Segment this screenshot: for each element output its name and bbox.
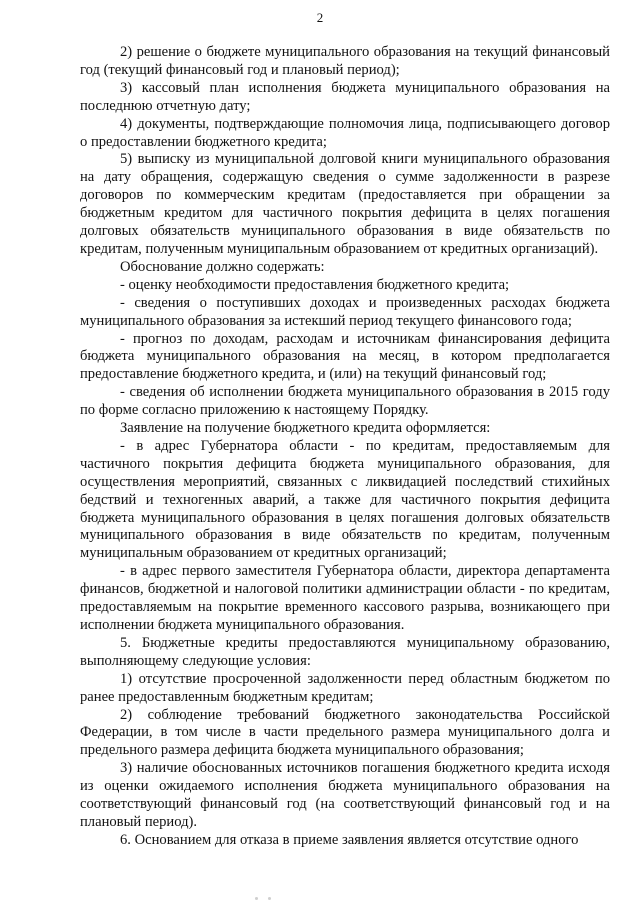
paragraph-justification-forecast: - прогноз по доходам, расходам и источникам финансирования дефицита бюджета муниципального образования на месяц, в котором предполагается предоставление бюджетного кредита, и (или) на текущий финансовый год; — [80, 330, 610, 383]
scan-dot — [255, 897, 258, 900]
paragraph-justification-execution: - сведения об исполнении бюджета муниципального образования в 2015 году по форме согласно приложению к настоящему Порядку. — [80, 384, 610, 419]
paragraph-justification-heading: Обоснование должно содержать: — [120, 258, 325, 275]
scan-artifact-marks — [255, 888, 295, 894]
paragraph-application-governor: - в адрес Губернатора области - по кредитам, предоставляемым для частичного покрытия дефицита бюджета муниципального образования, для осуществления мероприятий, связанных с ликвидацией последствий стихийных бедствий и техногенных аварий, а также для частичного покрытия дефицита бюджета муниципального образования в целях погашения долговых обязательств муниципального образования в виде обязательств по кредитам, полученным муниципальным образованием от кредитных организаций; — [80, 437, 610, 562]
page-number: 2 — [316, 10, 324, 25]
paragraph-condition-1: 1) отсутствие просроченной задолженности перед областным бюджетом по ранее предоставленным бюджетным кредитам; — [80, 670, 610, 705]
paragraph-item-2: 2) решение о бюджете муниципального образования на текущий финансовый год (текущий финансовый год и плановый период); — [80, 44, 610, 78]
paragraph-application-deputy: - в адрес первого заместителя Губернатора области, директора департамента финансов, бюджетной и налоговой политики администрации области - по кредитам, предоставляемым на покрытие временного кассового разрыва, возникающего при исполнении бюджета муниципального образования. — [80, 563, 610, 633]
paragraph-condition-2: 2) соблюдение требований бюджетного законодательства Российской Федерации, в том числе в части предельного размера муниципального долга и предельного размера дефицита бюджета муниципального образования; — [80, 706, 610, 759]
paragraph-item-3: 3) кассовый план исполнения бюджета муниципального образования на последнюю отчетную дату; — [80, 79, 610, 114]
paragraph-justification-revenues: - сведения о поступивших доходах и произведенных расходах бюджета муниципального образования за истекший период текущего финансового года; — [80, 294, 610, 329]
paragraph-section-5: 5. Бюджетные кредиты предоставляются муниципальному образованию, выполняющему следующие условия: — [80, 634, 610, 669]
paragraph-justification-need: - оценку необходимости предоставления бюджетного кредита; — [120, 276, 510, 293]
scan-dot — [268, 897, 271, 900]
paragraph-item-5: 5) выписку из муниципальной долговой книги муниципального образования на дату обращения, содержащую сведения о сумме задолженности в разрезе договоров по коммерческим кредитам (предоставляется при обращении за бюджетным кредитом для частичного покрытия дефицита в целях погашения долговых обязательств муниципального образования в виде обязательств по кредитам, полученным муниципальным образованием от кредитных организаций). — [80, 151, 610, 257]
paragraph-section-6: 6. Основанием для отказа в приеме заявления является отсутствие одного — [120, 831, 579, 848]
paragraph-condition-3: 3) наличие обоснованных источников погашения бюджетного кредита исходя из оценки ожидаемого исполнения бюджета муниципального образования на соответствующий финансовый год (на соответствующий финансовый год и на плановый период). — [80, 760, 610, 830]
paragraph-application-heading: Заявление на получение бюджетного кредита оформляется: — [120, 420, 491, 437]
paragraph-item-4: 4) документы, подтверждающие полномочия лица, подписывающего договор о предоставлении бюджетного кредита; — [80, 115, 610, 150]
document-body — [80, 44, 610, 850]
